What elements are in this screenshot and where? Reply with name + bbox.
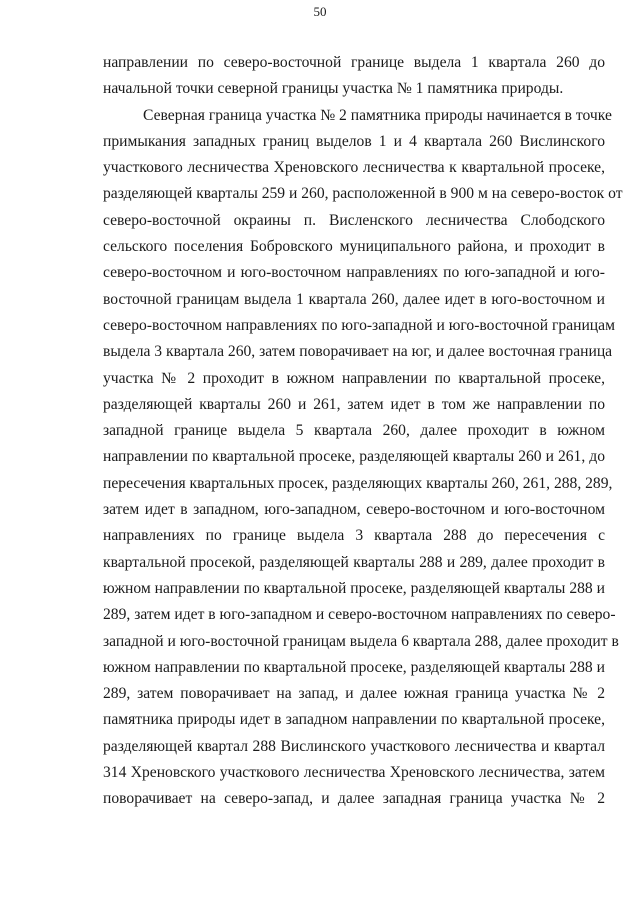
text-line: южном направлении по квартальной просеке, разделяющей кварталы 288 и	[103, 658, 605, 676]
text-line: начальной точки северной границы участка № 1 памятника природы.	[103, 80, 564, 98]
text-line: разделяющей кварталы 260 и 261, затем идет в том же направлении по	[103, 395, 605, 413]
text-line: затем идет в западном, юго-западном, северо-восточном и юго-восточном	[103, 501, 605, 519]
text-line: примыкания западных границ выделов 1 и 4 квартала 260 Вислинского	[103, 132, 605, 150]
text-line: направлении по квартальной просеке, разделяющей кварталы 260 и 261, до	[103, 448, 605, 466]
text-line: направлениях по границе выдела 3 квартала 288 до пересечения с	[103, 527, 605, 545]
text-line: северо-восточном направлениях по юго-западной и юго-восточной границам	[103, 316, 615, 334]
text-line: северо-восточной окраины п. Висленского лесничества Слободского	[103, 211, 605, 229]
text-line: поворачивает на северо-запад, и далее западная граница участка № 2	[103, 790, 605, 808]
text-line: выдела 3 квартала 260, затем поворачивает на юг, и далее восточная граница	[103, 343, 613, 361]
document-body	[103, 50, 623, 813]
text-line: восточной границам выдела 1 квартала 260, далее идет в юго-восточном и	[103, 290, 605, 308]
text-line: квартальной просекой, разделяющей кварталы 288 и 289, далее проходит в	[103, 553, 605, 571]
text-line: разделяющей кварталы 259 и 260, расположенной в 900 м на северо-восток от	[103, 185, 623, 203]
text-line: 289, затем идет в юго-западном и северо-восточном направлениях по северо-	[103, 606, 616, 624]
text-line: 314 Хреновского участкового лесничества Хреновского лесничества, затем	[103, 764, 605, 782]
text-line: южном направлении по квартальной просеке, разделяющей кварталы 288 и	[103, 579, 605, 597]
text-line: памятника природы идет в западном направлении по квартальной просеке,	[103, 711, 605, 729]
text-line: западной и юго-восточной границам выдела 6 квартала 288, далее проходит в	[103, 632, 619, 650]
text-line: пересечения квартальных просек, разделяющих кварталы 260, 261, 288, 289,	[103, 474, 613, 492]
text-line: сельского поселения Бобровского муниципального района, и проходит в	[103, 238, 605, 256]
text-line: западной границе выдела 5 квартала 260, далее проходит в южном	[103, 422, 605, 440]
text-line: разделяющей квартал 288 Вислинского участкового лесничества и квартал	[103, 737, 605, 755]
text-line: участка № 2 проходит в южном направлении по квартальной просеке,	[103, 369, 605, 387]
text-line: 289, затем поворачивает на запад, и далее южная граница участка № 2	[103, 685, 605, 703]
paragraph-first-line: Северная граница участка № 2 памятника природы начинается в точке	[143, 106, 612, 124]
page-number: 50	[313, 4, 327, 19]
text-line: направлении по северо-восточной границе выдела 1 квартала 260 до	[103, 54, 605, 71]
text-line: северо-восточном и юго-восточном направлениях по юго-западной и юго-	[103, 264, 605, 282]
text-line: участкового лесничества Хреновского лесничества к квартальной просеке,	[103, 159, 605, 177]
